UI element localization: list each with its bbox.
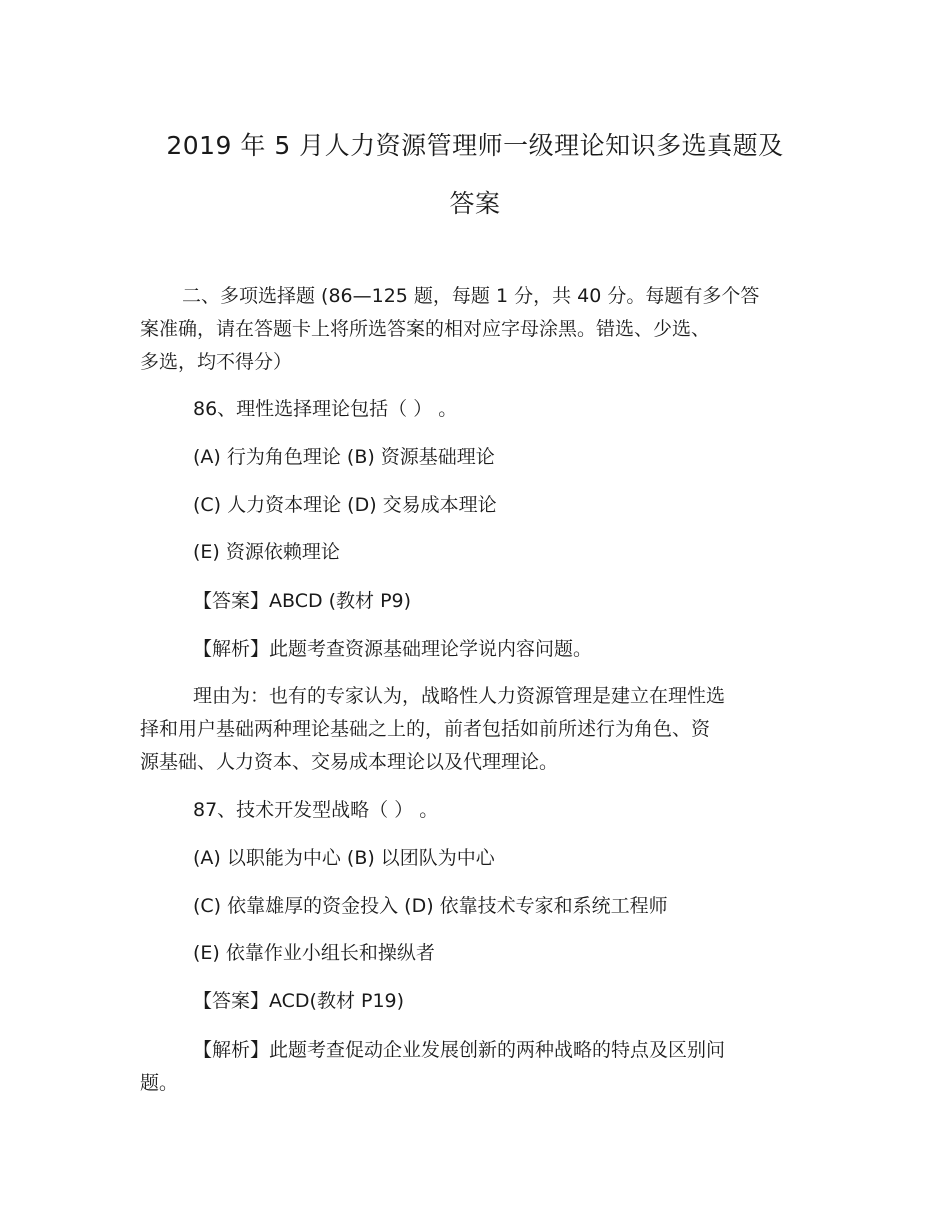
q86-question: 86、理性选择理论包括（ ） 。 [193,398,458,420]
q87-analysis-line-1: 【解析】此题考查促动企业发展创新的两种战略的特点及区别问 [193,1039,726,1061]
q87-answer: 【答案】ACD(教材 P19) [193,990,405,1012]
q87-option-e: (E) 依靠作业小组长和操纵者 [193,942,435,964]
q87-options-ab: (A) 以职能为中心 (B) 以团队为中心 [193,847,495,869]
q86-reason-line-3: 源基础、人力资本、交易成本理论以及代理理论。 [140,751,559,773]
q87-question: 87、技术开发型战略（ ） 。 [193,799,439,821]
q86-answer: 【答案】ABCD (教材 P9) [193,590,412,612]
q86-analysis: 【解析】此题考查资源基础理论学说内容问题。 [193,638,593,660]
q86-options-cd: (C) 人力资本理论 (D) 交易成本理论 [193,494,497,516]
q86-options-ab: (A) 行为角色理论 (B) 资源基础理论 [193,446,495,468]
q86-option-e: (E) 资源依赖理论 [193,541,340,563]
q87-options-cd: (C) 依靠雄厚的资金投入 (D) 依靠技术专家和系统工程师 [193,895,668,917]
intro-text-line-3: 多选，均不得分） [140,351,293,373]
intro-text-line-2: 案准确，请在答题卡上将所选答案的相对应字母涂黑。错选、少选、 [140,318,711,340]
document-title-line-1: 2019 年 5 月人力资源管理师一级理论知识多选真题及 [166,131,784,160]
intro-text-line-1: 二、多项选择题 (86—125 题，每题 1 分，共 40 分。每题有多个答 [182,285,760,307]
q87-analysis-line-2: 题。 [140,1072,179,1094]
document-title-line-2: 答案 [449,189,501,218]
q86-reason-line-1: 理由为：也有的专家认为，战略性人力资源管理是建立在理性选 [193,685,726,707]
q86-reason-line-2: 择和用户基础两种理论基础之上的，前者包括如前所述行为角色、资 [140,718,711,740]
